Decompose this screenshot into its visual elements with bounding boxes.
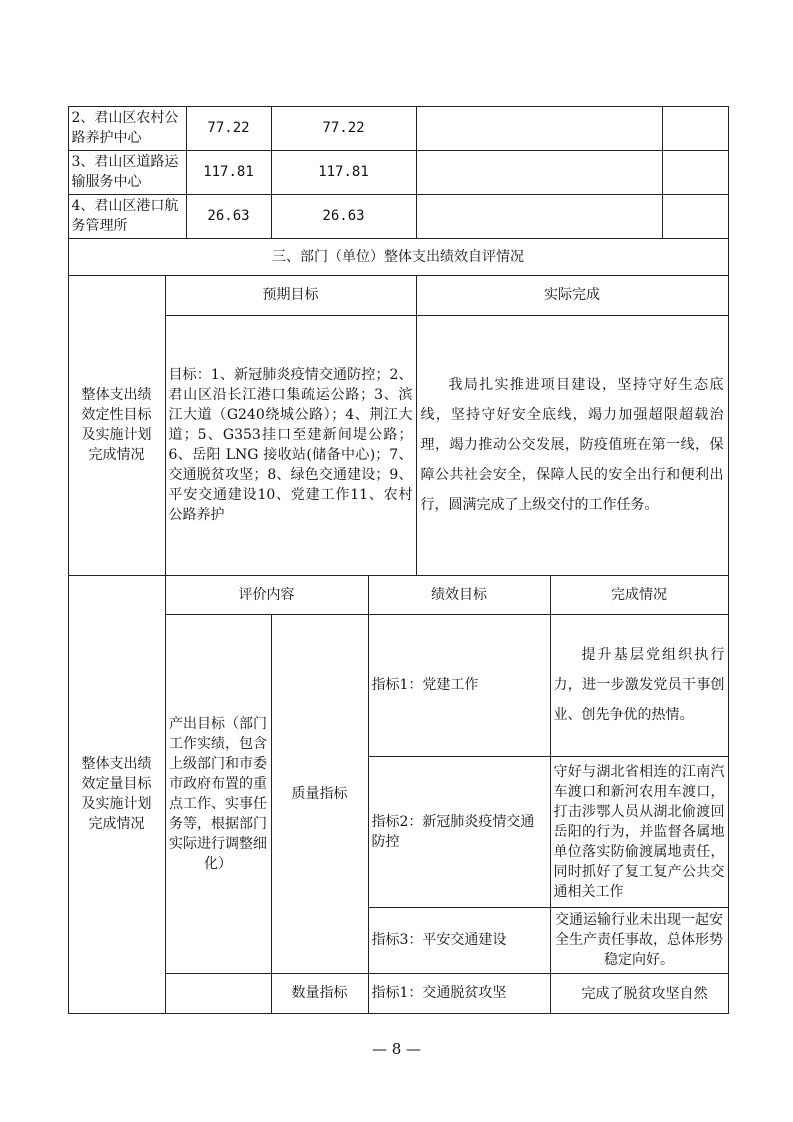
actual-text: 我局扎实推进项目建设，坚持守好生态底线，坚持守好安全底线，竭力加强超限超载治理，竭力推动公交发展，防疫值班在第一线，保障公共社会安全，保障人民的安全出行和便利出行，圆满完成了上级交付的工作任务。 — [420, 377, 724, 513]
empty-cell — [416, 106, 663, 151]
empty-cell — [662, 106, 729, 151]
amount-cell: 26.63 — [271, 194, 417, 239]
actual-header: 实际完成 — [416, 275, 729, 316]
status-cell — [550, 614, 729, 757]
target-cell: 指标3：平安交通建设 — [368, 907, 551, 974]
target-cell: 指标1：党建工作 — [368, 614, 551, 757]
expected-text: 目标：1、新冠肺炎疫情交通防控；2、君山区沿长江港口集疏运公路；3、滨江大道（G240绕城公路）；4、荆江大道；5、G353挂口至建新间堤公路；6、岳阳 LNG 接收站(储备中心)；7、交通脱贫攻坚；8、绿色交通建设；9、平安交通建设10、党建工作11、农村公路养护 — [168, 367, 413, 523]
target-cell — [368, 756, 551, 908]
status-text: 交通运输行业未出现一起安全生产责任事故，总体形势稳定向好。 — [555, 912, 723, 968]
unit-name: 3、君山区道路运输服务中心 — [71, 154, 179, 190]
output-target-cell — [165, 614, 272, 974]
status-cell — [550, 973, 729, 1014]
quantity-label: 数量指标 — [271, 973, 369, 1014]
amount-cell: 26.63 — [186, 194, 272, 239]
status-cell — [550, 756, 729, 908]
empty-cell — [416, 194, 663, 239]
label-text: 整体支出绩效定性目标及实施计划完成情况 — [81, 387, 152, 463]
expected-header: 预期目标 — [165, 275, 417, 316]
unit-cell — [68, 194, 187, 239]
status-text: 提升基层党组织执行力，进一步激发党员干事创业、创先争优的热情。 — [553, 647, 725, 723]
quality-label: 质量指标 — [271, 614, 369, 974]
target-text: 指标2：新冠肺炎疫情交通防控 — [371, 813, 535, 850]
unit-cell — [68, 106, 187, 151]
page-number: — 8 — — [371, 1040, 422, 1058]
output-target-text: 产出目标（部门工作实绩，包含上级部门和市委市政府布置的重点工作、实事任务等，根据部门实际进行调整细化） — [169, 715, 267, 872]
actual-cell — [416, 315, 729, 576]
expected-cell — [165, 315, 417, 576]
empty-cell — [662, 150, 729, 195]
amount-cell: 77.22 — [271, 106, 417, 151]
status-text: 完成了脱贫攻坚自然 — [581, 985, 708, 1002]
empty-cell — [165, 973, 272, 1014]
amount-cell: 77.22 — [186, 106, 272, 151]
empty-cell — [416, 150, 663, 195]
unit-cell — [68, 150, 187, 195]
amount-cell: 117.81 — [271, 150, 417, 195]
content-header: 评价内容 — [165, 575, 369, 615]
section-title: 三、部门（单位）整体支出绩效自评情况 — [68, 238, 729, 276]
target-header: 绩效目标 — [368, 575, 551, 615]
status-cell — [550, 907, 729, 974]
qualitative-row-label — [68, 275, 166, 576]
empty-cell — [662, 194, 729, 239]
label-text: 整体支出绩效定量目标及实施计划完成情况 — [81, 756, 152, 832]
status-text: 守好与湖北省相连的江南汽车渡口和新河农用车渡口，打击涉鄂人员从湖北偷渡回岳阳的行为，并监督各属地单位落实防偷渡属地责任，同时抓好了复工复产公共交通相关工作 — [553, 763, 725, 900]
quantitative-row-label — [68, 575, 166, 1014]
status-header: 完成情况 — [550, 575, 729, 615]
unit-name: 2、君山区农村公路养护中心 — [71, 110, 179, 146]
unit-name: 4、君山区港口航务管理所 — [71, 198, 179, 234]
target-cell: 指标1：交通脱贫攻坚 — [368, 973, 551, 1014]
amount-cell: 117.81 — [186, 150, 272, 195]
